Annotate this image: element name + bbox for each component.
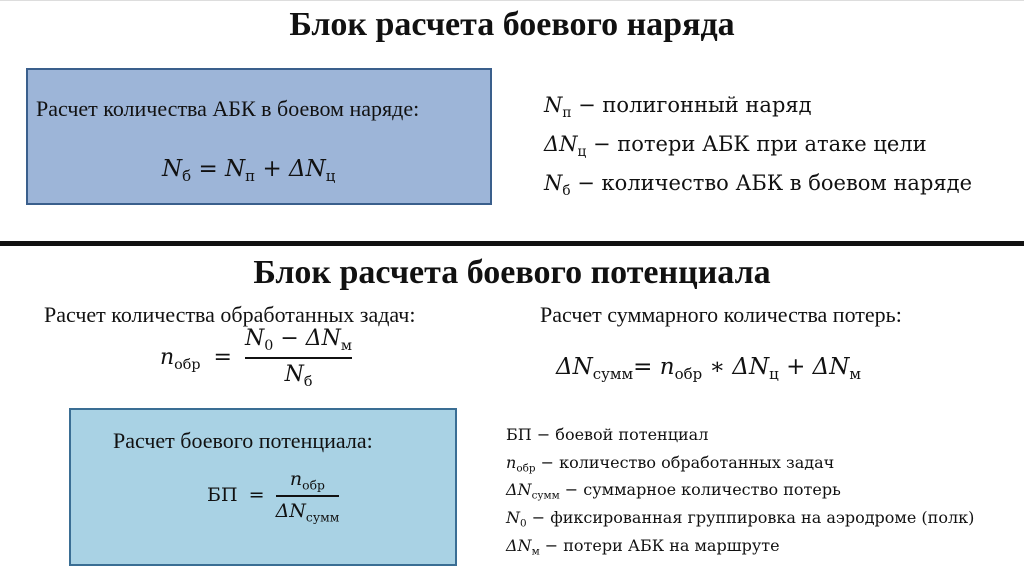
legend-item: $N_п$ − полигонный наряд [544,93,812,121]
combat-potential-formula: БП = $\frac{n_{обр}}{\Delta N_{сумм}}$ [207,468,340,525]
legend-item: $\Delta N_ц$ − потери АБК при атаке цели [544,131,927,160]
abk-count-label: Расчет количества АБК в боевом наряде: [36,96,420,121]
tasks-formula: $n_{обр}$ = $\frac{N_0 - \Delta N_м}{N_б}$ [160,326,353,390]
losses-formula: $\Delta N_{сумм}= n_{обр}$ ∗ $\Delta N_ц + \Delta N_м$ [556,354,862,384]
legend-item: $\Delta N_м$ − потери АБК на маршруте [506,535,780,558]
losses-label: Расчет суммарного количества потерь: [540,302,902,327]
combat-potential-fraction: $\frac{n_{обр}}{\Delta N_{сумм}}$ [275,468,340,525]
block2-legend [506,424,974,562]
abk-count-box [26,68,492,205]
combat-potential-box [69,408,457,566]
combat-potential-label: Расчет боевого потенциала: [113,428,373,453]
legend-item: $N_б$ − количество АБК в боевом наряде [544,170,973,199]
block1-legend [544,90,972,206]
tasks-fraction: $\frac{N_0 - \Delta N_м}{N_б}$ [244,326,353,390]
legend-item: $n_{обр}$ − количество обработанных задач [506,452,835,475]
top-border-line [0,0,1024,1]
section-divider [0,241,1024,246]
tasks-label: Расчет количества обработанных задач: [44,302,416,327]
abk-count-formula: $N_б = N_п + \Delta N_ц$ [162,156,336,186]
block1-title: Блок расчета боевого наряда [289,6,735,43]
legend-item: $N_0$ − фиксированная группировка на аэродроме (полк) [506,507,975,530]
block2-title: Блок расчета боевого потенциала [253,254,771,291]
legend-item: БП − боевой потенциал [506,425,709,444]
legend-item: $\Delta N_{сумм}$ − суммарное количество потерь [506,480,841,502]
